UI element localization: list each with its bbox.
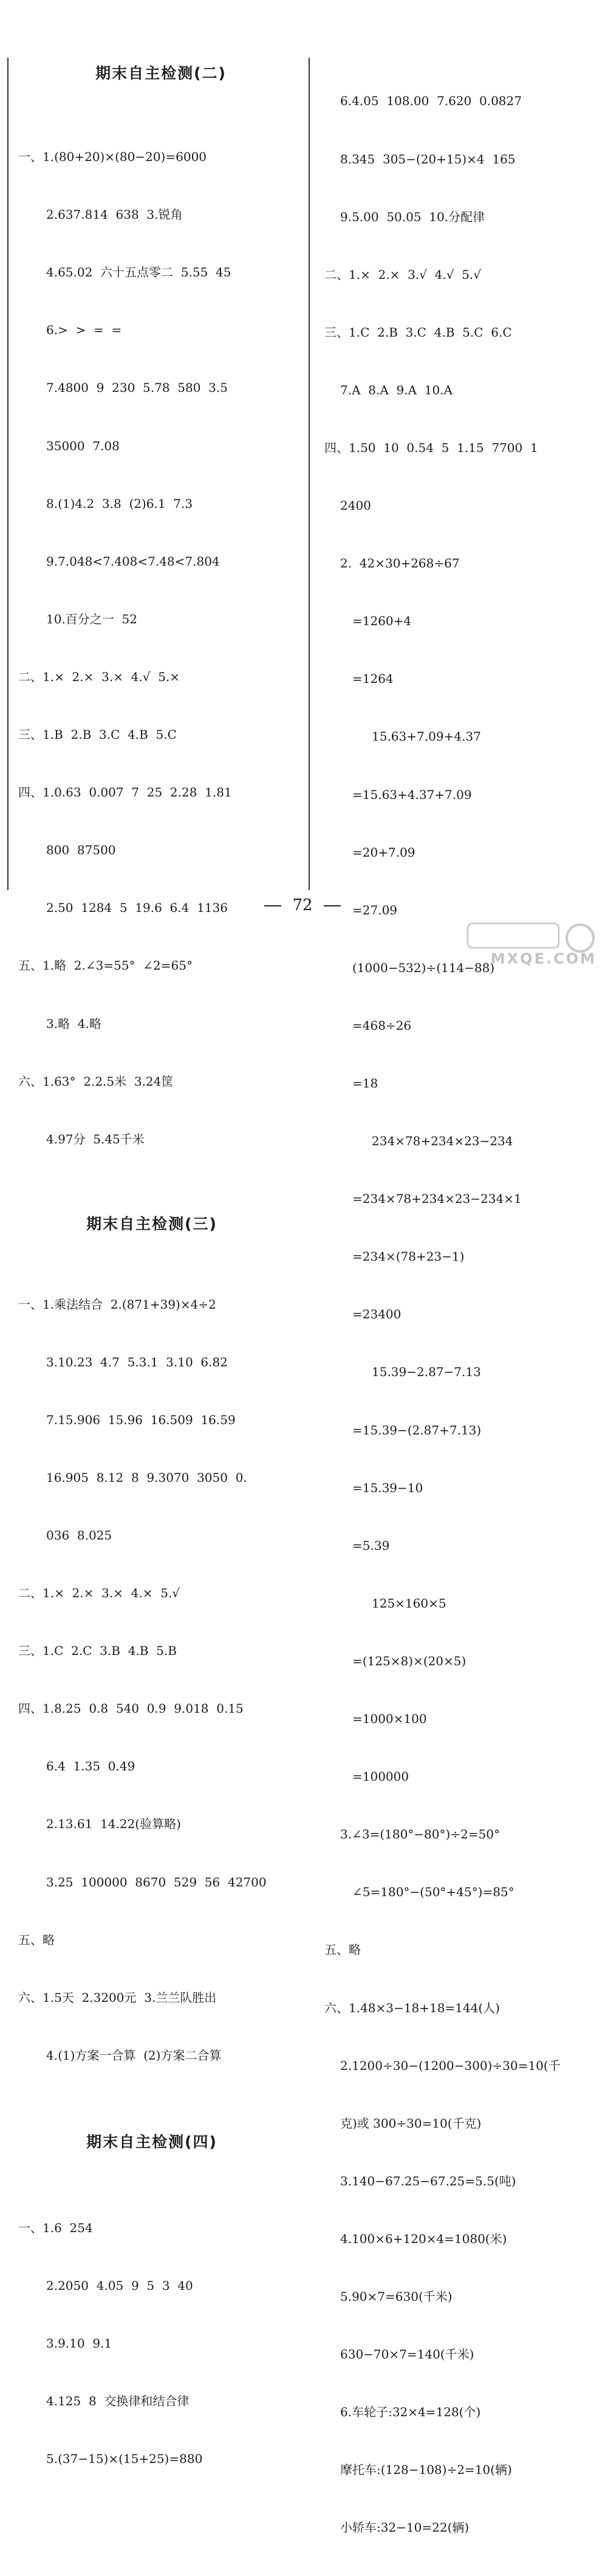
answer-line: =15.39−10 <box>352 1480 423 1495</box>
answer-line: 克)或 300÷30=10(千克) <box>340 2115 482 2131</box>
answer-line: 6.4.05 108.00 7.620 0.0827 <box>340 94 522 109</box>
answer-line: =100000 <box>352 1769 409 1784</box>
answer-line: 7.A 8.A 9.A 10.A <box>340 382 453 397</box>
answer-line: 五、略 <box>18 1932 55 1947</box>
answer-line: ∠5=180°−(50°+45°)=85° <box>352 1885 514 1900</box>
answer-line: 4.97分 5.45千米 <box>46 1131 145 1146</box>
answer-line: =1000×100 <box>352 1711 427 1727</box>
footer-dash-left <box>264 905 281 906</box>
answer-line: 3.9.10 9.1 <box>46 2335 112 2351</box>
answer-line: 15.39−2.87−7.13 <box>372 1365 481 1380</box>
section-heading-4: 期末自主检测(四) <box>86 2132 217 2151</box>
answer-line: 6.4 1.35 0.49 <box>46 1759 135 1774</box>
answer-line: 四、1.0.63 0.007 7 25 2.28 1.81 <box>18 785 232 800</box>
answer-line: 四、1.8.25 0.8 540 0.9 9.018 0.15 <box>18 1701 244 1716</box>
left-column <box>18 90 304 2507</box>
answer-line: 9.5.00 50.05 10.分配律 <box>340 209 485 224</box>
answer-line: =(125×8)×(20×5) <box>352 1653 467 1668</box>
footer-dash-right <box>324 905 341 906</box>
answer-line: 8.(1)4.2 3.8 (2)6.1 7.3 <box>46 496 193 511</box>
answer-line: 4.100×6+120×4=1080(米) <box>340 2231 507 2246</box>
answer-line: 小轿车:32−10=22(辆) <box>340 2520 470 2535</box>
section-heading-2: 期末自主检测(二) <box>95 64 227 82</box>
answer-line: 4.(1)方案一合算 (2)方案二合算 <box>46 2047 222 2063</box>
answer-line: 2.1200÷30−(1200−300)÷30=10(千 <box>340 2058 561 2073</box>
answer-line: 6.车轮子:32×4=128(个) <box>340 2405 481 2420</box>
answer-line: 2.13.61 14.22(验算略) <box>46 1817 181 1832</box>
answer-line: 234×78+234×23−234 <box>372 1134 513 1149</box>
answer-line: 三、1.B 2.B 3.C 4.B 5.C <box>18 727 177 742</box>
answer-line: =468÷26 <box>352 1018 412 1033</box>
answer-line: (1000−532)÷(114−88) <box>352 960 495 975</box>
answer-line: =15.63+4.37+7.09 <box>352 787 472 802</box>
answer-line: 800 87500 <box>46 843 116 858</box>
answer-line: 9.7.048<7.408<7.48<7.804 <box>46 553 220 569</box>
answer-line: 2.2050 4.05 9 5 3 40 <box>46 2278 193 2293</box>
answer-line: 2.637.814 638 3.锐角 <box>46 207 183 222</box>
answer-line: =23400 <box>352 1307 402 1322</box>
answer-line: 2. 42×30+268÷67 <box>340 556 460 571</box>
answer-line: =27.09 <box>352 902 398 917</box>
answer-line: 二、1.× 2.× 3.× 4.√ 5.× <box>18 669 180 684</box>
answer-line: 4.65.02 六十五点零二 5.55 45 <box>46 265 231 280</box>
answer-line: =1264 <box>352 671 394 687</box>
answer-line: 7.4800 9 230 5.78 580 3.5 <box>46 380 228 396</box>
answer-line: 15.63+7.09+4.37 <box>372 729 481 744</box>
answer-line: 二、1.× 2.× 3.√ 4.√ 5.√ <box>324 267 482 282</box>
answer-line: =1260+4 <box>352 614 412 629</box>
answer-line: 4.125 8 交换律和结合律 <box>46 2394 190 2409</box>
answer-line: =15.39−(2.87+7.13) <box>352 1422 482 1437</box>
page-number: 72 <box>292 896 313 914</box>
answer-line: 摩托车:(128−108)÷2=10(辆) <box>340 2462 512 2478</box>
answer-line: 六、1.5天 2.3200元 3.兰兰队胜出 <box>18 1990 217 2005</box>
answer-line: 三、1.C 2.B 3.C 4.B 5.C 6.C <box>324 324 512 340</box>
answer-line: 3.10.23 4.7 5.3.1 3.10 6.82 <box>46 1354 228 1369</box>
answer-line: 3.140−67.25−67.25=5.5(吨) <box>340 2173 516 2188</box>
watermark-text: MXQE.COM <box>490 950 596 967</box>
answer-line: 5.(37−15)×(15+25)=880 <box>46 2451 203 2467</box>
answer-line: 3.∠3=(180°−80°)÷2=50° <box>340 1827 500 1842</box>
answer-line: 036 8.025 <box>46 1527 112 1543</box>
answer-line: 一、1.乘法结合 2.(871+39)×4÷2 <box>18 1297 216 1312</box>
answer-line: 630−70×7=140(千米) <box>340 2347 474 2362</box>
answer-line: 125×160×5 <box>372 1595 446 1611</box>
answer-line: 3.略 4.略 <box>46 1016 101 1031</box>
answer-line: 一、1.6 254 <box>18 2220 93 2235</box>
watermark-logo <box>443 919 601 970</box>
left-margin-rule <box>7 58 9 890</box>
answer-line: =18 <box>352 1076 378 1091</box>
answer-line: =5.39 <box>352 1538 390 1553</box>
answer-line: 三、1.C 2.C 3.B 4.B 5.B <box>18 1643 177 1659</box>
answer-line: =20+7.09 <box>352 844 415 860</box>
answer-line: 35000 7.08 <box>46 438 120 453</box>
answer-line: 二、1.× 2.× 3.× 4.× 5.√ <box>18 1586 180 1601</box>
answer-line: 3.25 100000 8670 529 56 42700 <box>46 1874 267 1889</box>
column-divider <box>309 58 310 890</box>
answer-line: 2.50 1284 5 19.6 6.4 1136 <box>46 900 228 916</box>
answer-line: 一、1.(80+20)×(80−20)=6000 <box>18 149 207 165</box>
page-footer <box>0 893 605 917</box>
answer-line: 6.> > = = <box>46 323 122 338</box>
answer-line: 六、1.48×3−18+18=144(人) <box>324 2000 500 2015</box>
answer-line: 7.15.906 15.96 16.509 16.59 <box>46 1412 236 1427</box>
section-heading-3: 期末自主检测(三) <box>86 1214 217 1233</box>
answer-line: =234×78+234×23−234×1 <box>352 1191 522 1207</box>
answer-line: 五、略 <box>324 1942 361 1958</box>
right-column <box>324 53 598 2576</box>
answer-line: 10.百分之一 52 <box>46 611 137 626</box>
answer-line: 8.345 305−(20+15)×4 165 <box>340 151 516 166</box>
answer-line: 五、1.略 2.∠3=55° ∠2=65° <box>18 958 193 973</box>
answer-line: 5.90×7=630(千米) <box>340 2289 453 2304</box>
answer-line: 六、1.63° 2.2.5米 3.24筐 <box>18 1074 174 1089</box>
answer-line: 四、1.50 10 0.54 5 1.15 7700 1 <box>324 440 538 455</box>
answer-line: 2400 <box>340 498 371 513</box>
answer-line: =234×(78+23−1) <box>352 1249 465 1264</box>
answer-line: 16.905 8.12 8 9.3070 3050 0. <box>46 1470 247 1485</box>
